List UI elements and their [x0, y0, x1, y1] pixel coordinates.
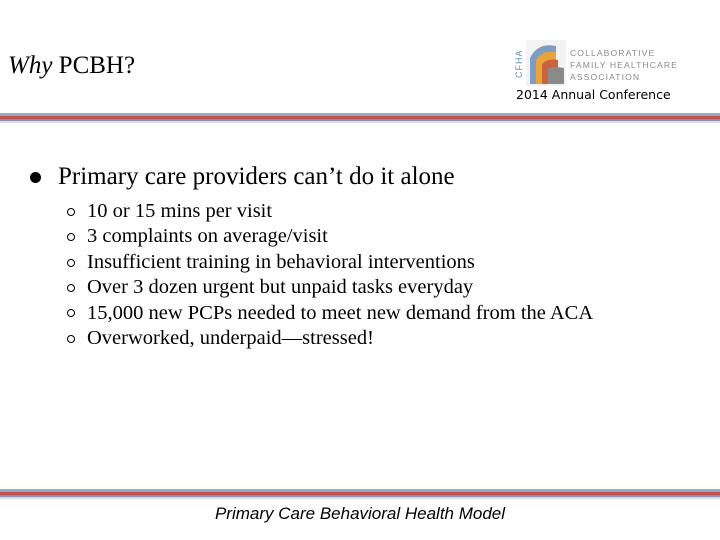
- footer-text: Primary Care Behavioral Health Model: [214, 504, 506, 523]
- main-bullet: [30, 163, 593, 191]
- logo-vertical-text: CFHA: [514, 49, 524, 79]
- sub-bullet-text: 10 or 15 mins per visit: [87, 200, 273, 222]
- footer-divider: [0, 489, 720, 499]
- hollow-bullet-icon: [67, 309, 75, 317]
- main-bullet-text: Primary care providers can’t do it alone: [58, 163, 455, 190]
- hollow-bullet-icon: [67, 208, 75, 216]
- logo-line: ASSOCIATION: [570, 72, 641, 82]
- list-item: [67, 250, 593, 275]
- sub-bullet-text: Insufficient training in behavioral interventions: [87, 250, 475, 273]
- slide-title: [8, 52, 135, 80]
- list-item: [67, 199, 593, 224]
- title-rest: PCBH?: [52, 52, 136, 79]
- sub-bullet-text: Overworked, underpaid—stressed!: [87, 327, 374, 350]
- list-item: [67, 224, 593, 249]
- list-item: [67, 301, 593, 326]
- sub-bullet-list: [30, 199, 593, 351]
- hollow-bullet-icon: [67, 259, 75, 267]
- filled-bullet-icon: [30, 172, 41, 183]
- hollow-bullet-icon: [67, 335, 75, 343]
- logo-line: COLLABORATIVE: [570, 48, 656, 58]
- sub-bullet-text: 15,000 new PCPs needed to meet new demand from the ACA: [87, 301, 594, 324]
- list-item: [67, 326, 593, 351]
- logo-line: FAMILY HEALTHCARE: [570, 60, 679, 70]
- slide-body: [30, 163, 593, 351]
- conference-label: 2014 Annual Conference: [516, 87, 671, 102]
- sub-bullet-text: Over 3 dozen urgent but unpaid tasks everyday: [87, 276, 474, 299]
- hollow-bullet-icon: [67, 284, 75, 292]
- header-divider: [0, 113, 720, 123]
- sub-bullet-text: 3 complaints on average/visit: [87, 225, 328, 248]
- title-italic: Why: [8, 52, 53, 79]
- hollow-bullet-icon: [67, 233, 75, 241]
- logo-wordmark: [570, 47, 678, 83]
- list-item: [67, 275, 593, 300]
